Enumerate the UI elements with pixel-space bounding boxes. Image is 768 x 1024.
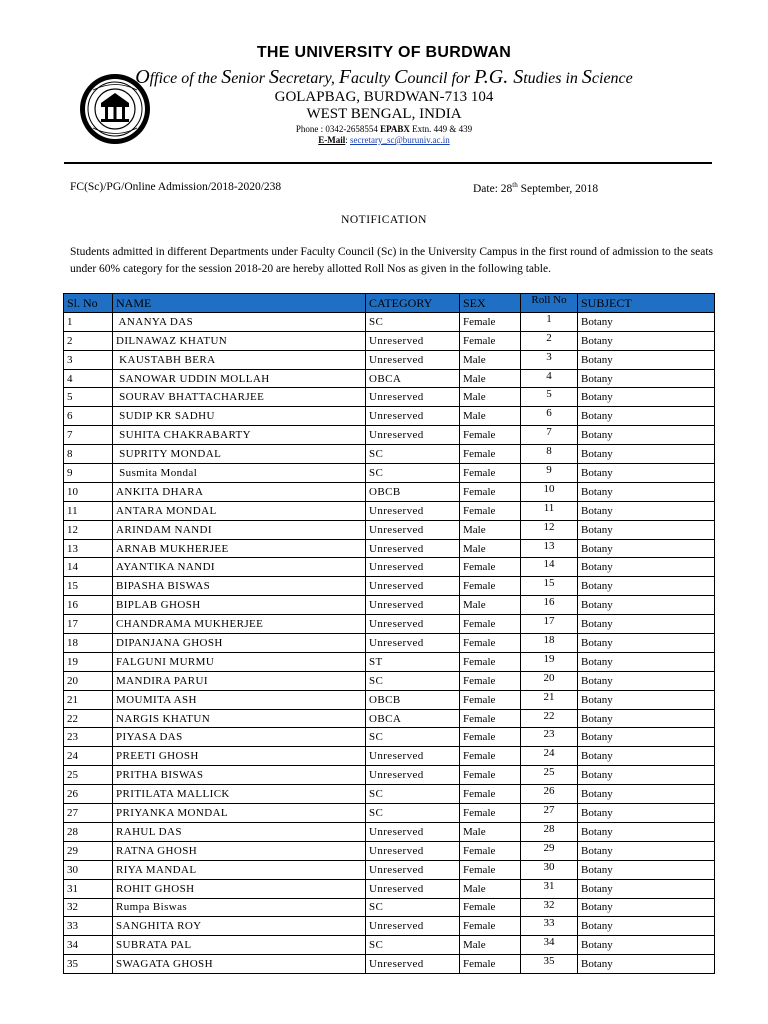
cell-name: RIYA MANDAL — [113, 860, 366, 879]
office-title — [0, 66, 768, 89]
cell-name: AYANTIKA NANDI — [113, 558, 366, 577]
cell-subject: Botany — [578, 615, 715, 634]
cell-name: KAUSTABH BERA — [113, 350, 366, 369]
table-row — [64, 671, 715, 690]
office-title-part: tudies in — [523, 70, 582, 87]
cell-sex: Female — [460, 501, 521, 520]
cell-name: RATNA GHOSH — [113, 841, 366, 860]
table-row — [64, 747, 715, 766]
col-header-sl-no: Sl. No — [64, 294, 113, 313]
table-row — [64, 841, 715, 860]
cell-sl-no: 12 — [64, 520, 113, 539]
cell-name: PRITILATA MALLICK — [113, 785, 366, 804]
table-row — [64, 652, 715, 671]
cell-roll-no: 10 — [521, 482, 578, 501]
epabx-label: EPABX — [380, 124, 410, 134]
cell-sex: Male — [460, 822, 521, 841]
table-row — [64, 634, 715, 653]
cell-sl-no: 18 — [64, 634, 113, 653]
cell-category: SC — [366, 804, 460, 823]
cell-sex: Male — [460, 407, 521, 426]
cell-subject: Botany — [578, 898, 715, 917]
cell-subject: Botany — [578, 804, 715, 823]
office-title-part: S — [268, 66, 279, 88]
cell-name: SUPRITY MONDAL — [113, 445, 366, 464]
cell-category: Unreserved — [366, 577, 460, 596]
cell-category: SC — [366, 728, 460, 747]
cell-category: OBCA — [366, 709, 460, 728]
cell-subject: Botany — [578, 917, 715, 936]
cell-category: Unreserved — [366, 766, 460, 785]
cell-sex: Female — [460, 671, 521, 690]
cell-name: BIPLAB GHOSH — [113, 596, 366, 615]
cell-subject: Botany — [578, 822, 715, 841]
cell-subject: Botany — [578, 671, 715, 690]
cell-name: PRITHA BISWAS — [113, 766, 366, 785]
cell-category: Unreserved — [366, 350, 460, 369]
table-row — [64, 860, 715, 879]
cell-roll-no: 14 — [521, 558, 578, 577]
cell-name: MOUMITA ASH — [113, 690, 366, 709]
cell-roll-no: 35 — [521, 955, 578, 974]
cell-sl-no: 5 — [64, 388, 113, 407]
office-title-part: S — [513, 66, 524, 88]
cell-subject: Botany — [578, 388, 715, 407]
cell-subject: Botany — [578, 482, 715, 501]
cell-subject: Botany — [578, 709, 715, 728]
email-label: E-Mail — [318, 135, 346, 145]
cell-category: Unreserved — [366, 407, 460, 426]
date-rest: September, 2018 — [517, 182, 599, 195]
table-row — [64, 596, 715, 615]
cell-subject: Botany — [578, 747, 715, 766]
cell-category: SC — [366, 312, 460, 331]
table-row — [64, 917, 715, 936]
cell-sl-no: 23 — [64, 728, 113, 747]
cell-subject: Botany — [578, 558, 715, 577]
cell-sex: Female — [460, 331, 521, 350]
roll-number-table — [63, 293, 715, 974]
cell-category: Unreserved — [366, 558, 460, 577]
cell-category: Unreserved — [366, 917, 460, 936]
col-header-category: CATEGORY — [366, 294, 460, 313]
table-row — [64, 898, 715, 917]
cell-name: PREETI GHOSH — [113, 747, 366, 766]
office-title-part: aculty — [351, 70, 395, 87]
address-line: GOLAPBAG, BURDWAN-713 104 — [274, 89, 494, 105]
cell-sex: Female — [460, 445, 521, 464]
cell-subject: Botany — [578, 464, 715, 483]
cell-name: FALGUNI MURMU — [113, 652, 366, 671]
cell-sex: Female — [460, 804, 521, 823]
cell-category: SC — [366, 785, 460, 804]
cell-roll-no: 32 — [521, 898, 578, 917]
cell-subject: Botany — [578, 955, 715, 974]
table-row — [64, 501, 715, 520]
table-row — [64, 464, 715, 483]
col-header-roll-no: Roll No — [521, 294, 578, 313]
cell-subject: Botany — [578, 690, 715, 709]
cell-sex: Female — [460, 690, 521, 709]
cell-subject: Botany — [578, 350, 715, 369]
cell-category: Unreserved — [366, 520, 460, 539]
table-row — [64, 331, 715, 350]
cell-category: SC — [366, 445, 460, 464]
table-header-row — [64, 294, 715, 313]
cell-category: Unreserved — [366, 879, 460, 898]
table-row — [64, 558, 715, 577]
cell-category: OBCB — [366, 690, 460, 709]
email-line — [0, 135, 768, 145]
cell-sl-no: 25 — [64, 766, 113, 785]
cell-category: Unreserved — [366, 634, 460, 653]
cell-name: DIPANJANA GHOSH — [113, 634, 366, 653]
office-title-part: P.G. — [474, 66, 514, 88]
cell-subject: Botany — [578, 501, 715, 520]
cell-name: SUBRATA PAL — [113, 936, 366, 955]
cell-name: SUDIP KR SADHU — [113, 407, 366, 426]
cell-name: SWAGATA GHOSH — [113, 955, 366, 974]
cell-sex: Female — [460, 860, 521, 879]
cell-sex: Female — [460, 955, 521, 974]
table-row — [64, 520, 715, 539]
cell-category: OBCB — [366, 482, 460, 501]
cell-sex: Male — [460, 369, 521, 388]
cell-roll-no: 21 — [521, 690, 578, 709]
cell-category: Unreserved — [366, 388, 460, 407]
cell-category: SC — [366, 898, 460, 917]
cell-sl-no: 22 — [64, 709, 113, 728]
cell-sex: Female — [460, 482, 521, 501]
cell-sex: Male — [460, 520, 521, 539]
table-row — [64, 955, 715, 974]
cell-sex: Female — [460, 426, 521, 445]
cell-category: Unreserved — [366, 955, 460, 974]
cell-sl-no: 17 — [64, 615, 113, 634]
cell-roll-no: 17 — [521, 615, 578, 634]
office-title-part: ouncil for — [407, 70, 475, 87]
table-row — [64, 577, 715, 596]
cell-sl-no: 2 — [64, 331, 113, 350]
cell-sl-no: 1 — [64, 312, 113, 331]
col-header-name: NAME — [113, 294, 366, 313]
cell-roll-no: 18 — [521, 634, 578, 653]
cell-subject: Botany — [578, 596, 715, 615]
cell-name: PRIYANKA MONDAL — [113, 804, 366, 823]
cell-sex: Male — [460, 879, 521, 898]
office-title-part: cience — [591, 70, 633, 87]
cell-sex: Female — [460, 709, 521, 728]
cell-category: Unreserved — [366, 426, 460, 445]
cell-sex: Male — [460, 936, 521, 955]
cell-sl-no: 15 — [64, 577, 113, 596]
table-row — [64, 785, 715, 804]
cell-subject: Botany — [578, 520, 715, 539]
cell-roll-no: 23 — [521, 728, 578, 747]
cell-name: SUHITA CHAKRABARTY — [113, 426, 366, 445]
table-row — [64, 690, 715, 709]
cell-roll-no: 8 — [521, 445, 578, 464]
cell-roll-no: 24 — [521, 747, 578, 766]
cell-sl-no: 6 — [64, 407, 113, 426]
cell-sex: Female — [460, 615, 521, 634]
cell-sl-no: 30 — [64, 860, 113, 879]
university-title: THE UNIVERSITY OF BURDWAN — [256, 44, 512, 61]
cell-roll-no: 22 — [521, 709, 578, 728]
cell-name: Rumpa Biswas — [113, 898, 366, 917]
cell-subject: Botany — [578, 766, 715, 785]
cell-roll-no: 16 — [521, 596, 578, 615]
cell-name: NARGIS KHATUN — [113, 709, 366, 728]
cell-sex: Male — [460, 388, 521, 407]
office-title-part: F — [338, 66, 352, 88]
table-row — [64, 539, 715, 558]
cell-subject: Botany — [578, 369, 715, 388]
cell-name: SANGHITA ROY — [113, 917, 366, 936]
cell-category: Unreserved — [366, 501, 460, 520]
table-row — [64, 728, 715, 747]
cell-name: MANDIRA PARUI — [113, 671, 366, 690]
date-suffix-sup: th — [512, 181, 518, 189]
phone-number: Phone : 0342-2658554 — [295, 124, 378, 134]
cell-name: ARINDAM NANDI — [113, 520, 366, 539]
cell-name: RAHUL DAS — [113, 822, 366, 841]
cell-sl-no: 32 — [64, 898, 113, 917]
phone-line — [0, 124, 768, 134]
cell-sex: Male — [460, 596, 521, 615]
cell-sl-no: 7 — [64, 426, 113, 445]
cell-roll-no: 26 — [521, 785, 578, 804]
cell-name: CHANDRAMA MUKHERJEE — [113, 615, 366, 634]
table-row — [64, 936, 715, 955]
cell-sex: Female — [460, 634, 521, 653]
cell-roll-no: 27 — [521, 804, 578, 823]
cell-subject: Botany — [578, 407, 715, 426]
table-row — [64, 407, 715, 426]
reference-number: FC(Sc)/PG/Online Admission/2018-2020/238 — [70, 181, 282, 193]
cell-category: Unreserved — [366, 841, 460, 860]
cell-name: ANANYA DAS — [113, 312, 366, 331]
cell-category: Unreserved — [366, 822, 460, 841]
cell-sl-no: 10 — [64, 482, 113, 501]
cell-roll-no: 2 — [521, 331, 578, 350]
cell-name: Susmita Mondal — [113, 464, 366, 483]
cell-sex: Female — [460, 728, 521, 747]
cell-sl-no: 16 — [64, 596, 113, 615]
cell-roll-no: 5 — [521, 388, 578, 407]
table-row — [64, 615, 715, 634]
cell-sl-no: 20 — [64, 671, 113, 690]
table-row — [64, 804, 715, 823]
cell-roll-no: 20 — [521, 671, 578, 690]
col-header-sex: SEX — [460, 294, 521, 313]
table-row — [64, 369, 715, 388]
cell-sex: Female — [460, 841, 521, 860]
cell-sex: Female — [460, 747, 521, 766]
state-line: WEST BENGAL, INDIA — [306, 106, 462, 122]
cell-sl-no: 28 — [64, 822, 113, 841]
cell-name: SANOWAR UDDIN MOLLAH — [113, 369, 366, 388]
cell-roll-no: 4 — [521, 369, 578, 388]
cell-roll-no: 7 — [521, 426, 578, 445]
cell-category: Unreserved — [366, 860, 460, 879]
cell-name: PIYASA DAS — [113, 728, 366, 747]
table-row — [64, 388, 715, 407]
cell-sex: Female — [460, 464, 521, 483]
cell-roll-no: 29 — [521, 841, 578, 860]
cell-roll-no: 1 — [521, 312, 578, 331]
cell-sl-no: 3 — [64, 350, 113, 369]
cell-subject: Botany — [578, 331, 715, 350]
table-row — [64, 766, 715, 785]
table-row — [64, 312, 715, 331]
cell-category: Unreserved — [366, 539, 460, 558]
cell-subject: Botany — [578, 936, 715, 955]
table-row — [64, 445, 715, 464]
notice-date — [473, 181, 598, 195]
cell-roll-no: 28 — [521, 822, 578, 841]
cell-sl-no: 24 — [64, 747, 113, 766]
cell-sl-no: 9 — [64, 464, 113, 483]
table-row — [64, 709, 715, 728]
date-prefix: Date: 28 — [473, 182, 513, 195]
cell-subject: Botany — [578, 879, 715, 898]
cell-name: DILNAWAZ KHATUN — [113, 331, 366, 350]
table-row — [64, 822, 715, 841]
cell-roll-no: 30 — [521, 860, 578, 879]
cell-name: BIPASHA BISWAS — [113, 577, 366, 596]
cell-roll-no: 11 — [521, 501, 578, 520]
table-row — [64, 426, 715, 445]
cell-roll-no: 13 — [521, 539, 578, 558]
cell-subject: Botany — [578, 841, 715, 860]
cell-roll-no: 3 — [521, 350, 578, 369]
cell-sl-no: 33 — [64, 917, 113, 936]
cell-sex: Female — [460, 577, 521, 596]
cell-roll-no: 33 — [521, 917, 578, 936]
cell-subject: Botany — [578, 539, 715, 558]
cell-sex: Female — [460, 917, 521, 936]
cell-sl-no: 26 — [64, 785, 113, 804]
email-link[interactable]: secretary_sc@buruniv.ac.in — [350, 135, 450, 145]
cell-roll-no: 15 — [521, 577, 578, 596]
table-row — [64, 350, 715, 369]
cell-sex: Female — [460, 652, 521, 671]
email-separator: : — [345, 135, 351, 145]
cell-sl-no: 11 — [64, 501, 113, 520]
cell-name: ROHIT GHOSH — [113, 879, 366, 898]
cell-sl-no: 29 — [64, 841, 113, 860]
cell-name: SOURAV BHATTACHARJEE — [113, 388, 366, 407]
cell-subject: Botany — [578, 445, 715, 464]
cell-roll-no: 19 — [521, 652, 578, 671]
cell-subject: Botany — [578, 312, 715, 331]
office-title-part: C — [394, 66, 408, 88]
cell-category: Unreserved — [366, 331, 460, 350]
cell-sex: Female — [460, 785, 521, 804]
cell-roll-no: 31 — [521, 879, 578, 898]
intro-paragraph: Students admitted in different Departments under Faculty Council (Sc) in the University Campus in the first round of admission to the seats under 60% category for the session 2018-20 are hereby allotted Roll Nos as given in the following table. — [70, 246, 713, 275]
cell-name: ANTARA MONDAL — [113, 501, 366, 520]
table-row — [64, 879, 715, 898]
cell-sl-no: 14 — [64, 558, 113, 577]
cell-subject: Botany — [578, 426, 715, 445]
cell-sex: Male — [460, 350, 521, 369]
cell-subject: Botany — [578, 728, 715, 747]
cell-sex: Female — [460, 558, 521, 577]
cell-sl-no: 21 — [64, 690, 113, 709]
cell-sl-no: 31 — [64, 879, 113, 898]
cell-category: SC — [366, 671, 460, 690]
office-title-part: enior — [231, 70, 269, 87]
cell-subject: Botany — [578, 860, 715, 879]
cell-name: ANKITA DHARA — [113, 482, 366, 501]
cell-sl-no: 13 — [64, 539, 113, 558]
office-title-part: O — [135, 66, 150, 88]
cell-sl-no: 8 — [64, 445, 113, 464]
cell-category: ST — [366, 652, 460, 671]
extension: Extn. 449 & 439 — [412, 124, 473, 134]
cell-sex: Female — [460, 766, 521, 785]
cell-subject: Botany — [578, 634, 715, 653]
cell-subject: Botany — [578, 577, 715, 596]
cell-roll-no: 34 — [521, 936, 578, 955]
cell-name: ARNAB MUKHERJEE — [113, 539, 366, 558]
cell-category: SC — [366, 936, 460, 955]
cell-sl-no: 35 — [64, 955, 113, 974]
cell-sl-no: 19 — [64, 652, 113, 671]
cell-sex: Female — [460, 898, 521, 917]
cell-sl-no: 4 — [64, 369, 113, 388]
cell-category: Unreserved — [366, 615, 460, 634]
cell-roll-no: 9 — [521, 464, 578, 483]
cell-sex: Male — [460, 539, 521, 558]
cell-subject: Botany — [578, 652, 715, 671]
cell-sex: Female — [460, 312, 521, 331]
office-title-part: ecretary, — [278, 70, 339, 87]
notification-heading: NOTIFICATION — [341, 214, 427, 226]
cell-roll-no: 25 — [521, 766, 578, 785]
cell-roll-no: 6 — [521, 407, 578, 426]
office-title-part: S — [221, 66, 232, 88]
cell-category: OBCA — [366, 369, 460, 388]
cell-subject: Botany — [578, 785, 715, 804]
cell-category: Unreserved — [366, 596, 460, 615]
cell-roll-no: 12 — [521, 520, 578, 539]
cell-sl-no: 27 — [64, 804, 113, 823]
cell-category: Unreserved — [366, 747, 460, 766]
header-divider — [64, 162, 712, 164]
cell-sl-no: 34 — [64, 936, 113, 955]
cell-category: SC — [366, 464, 460, 483]
table-row — [64, 482, 715, 501]
office-title-part: ffice of the — [149, 70, 222, 87]
col-header-subject: SUBJECT — [578, 294, 715, 313]
office-title-part: S — [581, 66, 592, 88]
